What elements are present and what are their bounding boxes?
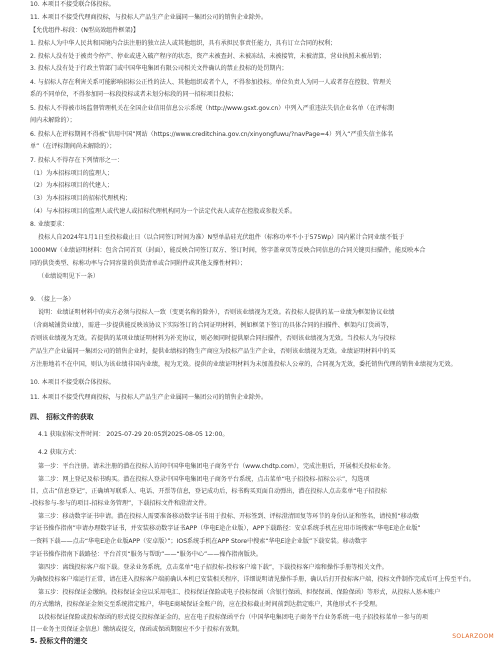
doc-line: 第四步：离线投标客户端下载。登录业务系统，点击菜单“电子招投标-投标客户端下载”，下载投标客户端和操作手册等相关文件。: [38, 564, 388, 571]
doc-line: 7. 投标人不得存在下列情形之一：: [30, 157, 124, 164]
doc-line: 一资料下载——点击“华电E途企业版APP（安卓版）”；IOS系统手机在APP Store中搜索“华电E途企业版”下载安装。移动数字: [30, 538, 367, 545]
doc-line: 6. 投标人在评标期间不得被“信用中国”网站（https://www.creditchina.gov.cn/xinyongfuwu/?navPage=4）列入“严重失信主体名: [30, 131, 394, 138]
doc-line: 系的不同单位，不得参加同一标段投标或者未划分标段的同一招标项目投标；: [30, 91, 238, 98]
doc-line: 产品生产企业属同一集团公司的销售企业时，提供业绩标的物生产商应为投标产品生产企业，否则该业绩视为无效。业绩证明材料中的买: [30, 348, 396, 355]
doc-line: （含商城铺货业绩），需进一步提供能反映该协议下实际签订的合同证明材料，例如框架下签订的具体合同的扫描件、框架内订货函等，: [30, 322, 393, 329]
section-heading: 四、 招标文件的获取: [30, 413, 94, 421]
doc-line: 以投标保证保险或投标保函的形式提交投标保证金的，应在电子投标保函平台（中国华电集团电子商务平台业务系统一电子招投标菜单一参与的项: [38, 614, 428, 621]
doc-line: 第一步：平台注册。请未注册的潜在投标人访问中国华电集团电子商务平台（www.chdtp.com），完成注册后，开展相关投标业务。: [38, 463, 395, 470]
doc-line: （3）为本招标项目的招标代理机构；: [30, 195, 132, 202]
doc-line: 否则该业绩视为无效。若提供的某项业绩证明材料为补充协议，则必须同时提供原合同扫描件，否则该业绩视为无效。当投标人为与投标: [30, 335, 396, 342]
doc-line: 11. 本项目不接受代理商投标，与投标人产品生产企业属同一集团公司的销售企业除外。: [30, 14, 268, 21]
doc-line: 间内未解除的）；: [30, 117, 76, 124]
doc-line: 为确保投标客户端运行正常，请在进入投标客户端前确认本机已安装相关程序，详细说明请见操作手册，确认后打开投标客户端，投标文件制作完成后可上传至平台。: [30, 576, 475, 583]
watermark-logo: SOLARZOOM: [452, 633, 494, 641]
doc-line: 单”（在评标期间尚未解除的）；: [30, 143, 116, 150]
doc-line: 11. 本项目不接受代理商投标，与投标人产品生产企业属同一集团公司的销售企业除外。: [30, 394, 268, 401]
doc-line: 10. 本项目不接受联合体投标。: [30, 1, 115, 8]
doc-line: 第三步：移动数字证书申请。潜在投标人需要准备移动数字证书用于投标、开标签到、评标澄清回复等环节的身份认证和签名，请按照“移动数: [38, 513, 419, 520]
doc-line: 1000MW（业绩证明材料：包含合同首页（封面），能反映合同签订双方、签订时间，签字盖章页等反映合同信息的合同关键页扫描件，能反映本合: [30, 247, 426, 254]
doc-line: 4.2 获取方式：: [38, 449, 81, 456]
doc-line: 说明：业绩证明材料中的卖方必须与投标人一致（变更名称的除外），否则该业绩视为无效。若投标人提供的某一业绩为框架协议业绩: [38, 309, 395, 316]
doc-line: 8. 业绩要求：: [30, 221, 69, 228]
doc-line: 4. 与招标人存在利害关系可能影响招标公正性的法人、其他组织或者个人，不得参加投标。单位负责人为同一人或者存在控股、管理关: [30, 79, 392, 86]
doc-line: 第二步：网上登记及标书购买。潜在投标人登录中国华电集团电子商务平台系统，点击菜单“电子招投标-招标公示”，勾选项: [38, 476, 370, 483]
doc-line: （4）与本招标项目的监理人或代建人或招标代理机构同为一个法定代表人或存在控股或参股关系。: [30, 208, 296, 215]
doc-line: 3. 投标人没有处于行政主管部门或中国华电集团有限公司相关文件确认的禁止投标的处罚期内；: [30, 65, 288, 72]
doc-line: （业绩说明见下一条）: [38, 273, 99, 280]
doc-line: 4.1 获取招标文件时间： 2025-07-29 20:05到2025-08-05 12:00。: [38, 431, 229, 438]
doc-line: 字证书操作指南”申请办理数字证书，并安装移动数字证书APP（华电E途企业版），APP下载路径：安卓系统手机在应用市场搜索“华电E途企业版”: [30, 525, 421, 532]
doc-line: 第五步：投标保证金缴纳。投标保证金应以采用电汇、投标保证保险或电子投标保函（含银行保函、担保保函、保险保函）等形式，从投标人基本账户: [38, 589, 441, 596]
doc-line: 投标人自2024年1月1日至投标截止日（以合同签订时间为准）N型单晶硅光伏组件（标称功率不小于575Wp）国内累计合同业绩不低于: [38, 234, 405, 241]
doc-line: -投标参与-参与的项目-招标业务管理”，下载招标文件和澄清文件。: [30, 500, 211, 507]
doc-line: 方注册地若不在中国，则认为该业绩非国内业绩，视为无效。提供的业绩证明材料为未加盖投标人公章的，合同视为无效，委托销售代理的销售业绩视为无效。: [30, 361, 457, 368]
doc-line: 字证书操作指南下载路径：平台首页“服务与帮助”——“服务中心”——操作指南版块。: [30, 551, 263, 558]
doc-line: （2）为本招标项目的代建人；: [30, 182, 114, 189]
doc-line: 2. 投标人没有处于被责令停产、停业或进入破产程序的状态，资产未被查封、未被冻结、未被接管，未被清算，营业执照未被吊销；: [30, 53, 386, 60]
doc-line: 同的供货类型、标称功率与合同容量的供货清单或合同附件或其他支撑性材料）；: [30, 260, 247, 267]
doc-line: 10. 本项目不接受联合体投标。: [30, 379, 115, 386]
doc-line: 目，点击“信息登记”，正确填写联系人、电话、开票等信息，登记成功后，标书购买页面自动弹出，潜在投标人点击菜单“电子招投标: [30, 488, 387, 495]
doc-line: （1）为本招标项目的监理人；: [30, 170, 114, 177]
doc-line: 1. 投标人为中华人民共和国境内合法注册的独立法人或其他组织，具有承担民事责任能力，具有订立合同的权利；: [30, 40, 337, 47]
doc-line: 目一业务主页保证金信息）缴纳或提交，保函或保函期限应不少于投标有效期。: [30, 626, 244, 633]
doc-line: 【允优组件-标段：(N型高效组件框架)】: [30, 27, 140, 34]
doc-line: 5. 投标人不得被市场监督管理机关在全国企业信用信息公示系统（http://www.gsxt.gov.cn）中列入严重违法失信企业名单（在评标期: [30, 105, 395, 112]
doc-line: 的方式缴纳，投标保证金须交至系统指定账户，华电E商城保证金账户的，应在投标截止时间前到达指定账户，其他形式不予受理。: [30, 601, 382, 608]
doc-line: 9. （接上一条）: [30, 296, 75, 303]
section-heading: 5. 投标文件的递交: [30, 637, 88, 645]
